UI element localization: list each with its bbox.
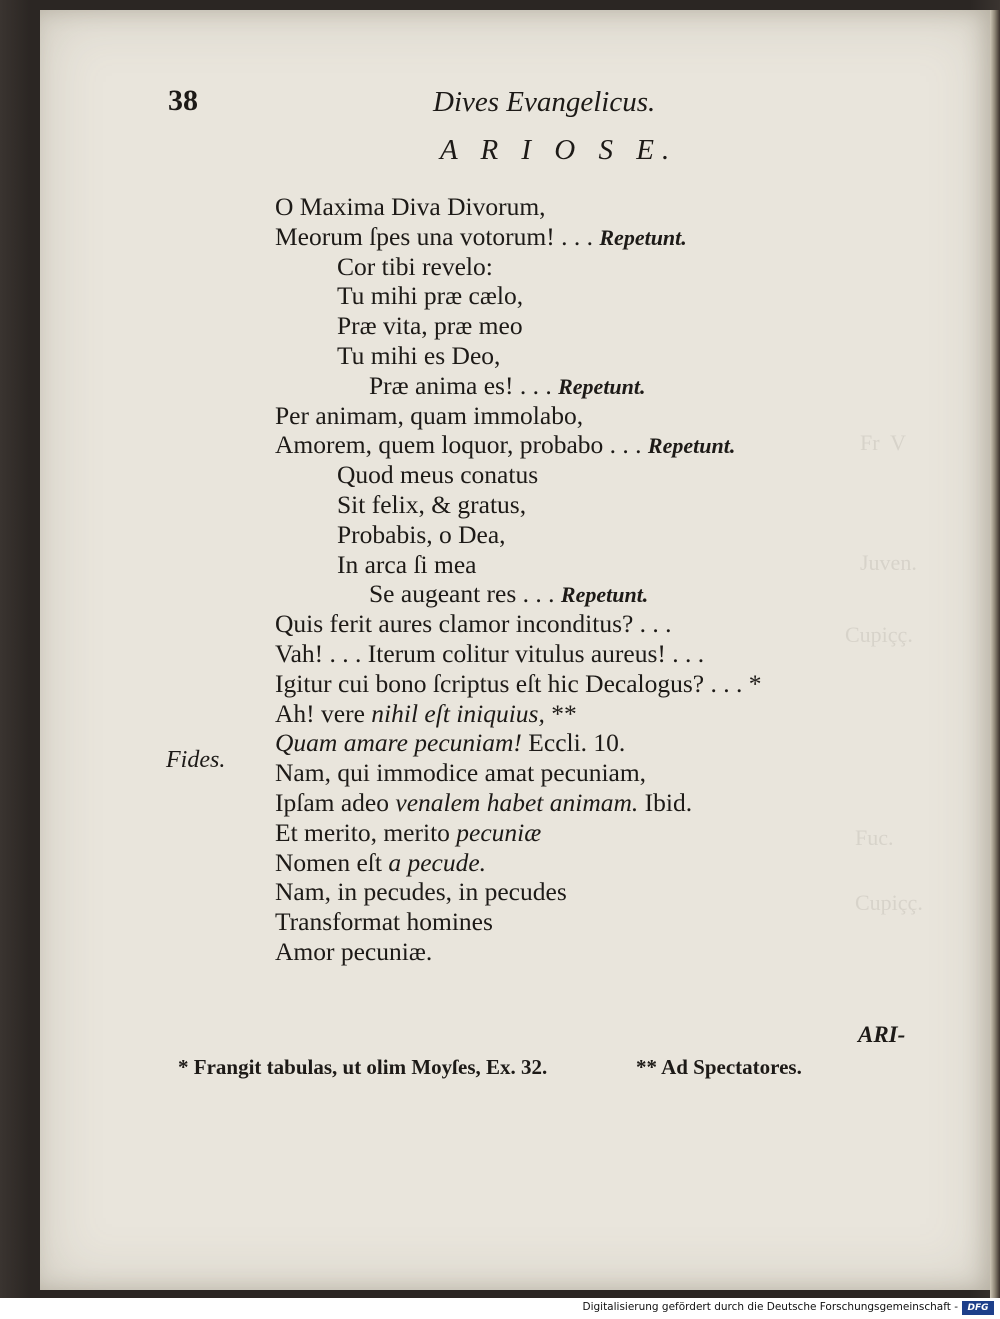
verse-text: Eccli. 10. [521, 728, 626, 758]
verse-text: Quis ferit aures clamor inconditus? . . . [275, 609, 672, 639]
verse-italic-text: a pecude. [388, 847, 487, 877]
verse-italic-text: venalem habet animam. [395, 788, 639, 817]
verse-text: O Maxima Diva Divorum, [275, 192, 546, 221]
verse-line [337, 252, 493, 282]
page-edge [990, 10, 1000, 1300]
footnote-1: * Frangit tabulas, ut olim Moyſes, Ex. 32. [178, 1055, 548, 1079]
verse-text: Tu mihi præ cælo, [337, 281, 524, 311]
page-number: 38 [168, 84, 198, 117]
verse-line [369, 371, 646, 402]
verse-line [369, 579, 648, 610]
verse-line [275, 609, 672, 639]
book-page: Fr V Juven. Cupiçç. Fuc. Cupiçç. [40, 10, 992, 1290]
verse-line [275, 430, 735, 461]
repetunt-mark: Repetunt. [558, 373, 646, 399]
verse-text: Ah! vere [275, 698, 372, 728]
repetunt-mark: Repetunt. [560, 582, 649, 608]
verse-text: Transformat homines [275, 907, 493, 937]
verse-text: Amorem, quem loquor, probabo . . . [275, 430, 648, 460]
verse-text: Et merito, merito [275, 817, 457, 847]
verse-line [337, 281, 523, 311]
verse-text: Præ vita, præ meo [337, 311, 523, 341]
verse-text: Sit felix, & gratus, [337, 490, 527, 519]
credit-text: Digitalisierung gefördert durch die Deutsche Forschungsgemeinschaft - [582, 1301, 958, 1313]
verse-line [275, 639, 704, 669]
dfg-logo-icon: DFG [962, 1301, 994, 1315]
verse-line [337, 520, 506, 550]
verse-line [337, 490, 526, 520]
verse-text: Nam, qui immodice amat pecuniam, [275, 758, 647, 788]
verse-text: ** [544, 698, 577, 728]
verse-text: Tu mihi es Deo, [337, 341, 501, 370]
verse-line [275, 401, 583, 431]
verse-line [275, 848, 486, 878]
verse-line [275, 937, 432, 967]
footnotes [178, 1055, 802, 1080]
footnote-2: ** Ad Spectatores. [636, 1055, 802, 1079]
verse-line [275, 192, 546, 222]
verse-text: Per animam, quam immolabo, [275, 400, 584, 430]
verse-text: Nomen eſt [275, 847, 389, 877]
repetunt-mark: Repetunt. [647, 433, 736, 459]
verse-line [275, 907, 493, 937]
repetunt-mark: Repetunt. [599, 224, 687, 250]
digitization-credit-bar [0, 1298, 1000, 1319]
verse-line [275, 699, 577, 729]
verse-line [275, 877, 567, 907]
verse-text: Meorum ſpes una votorum! . . . [275, 221, 600, 251]
section-heading: A R I O S E. [440, 134, 678, 166]
verse-line [337, 311, 523, 341]
verse-italic-text: Quam amare pecuniam! [275, 728, 522, 758]
verse-line [275, 728, 625, 758]
verse-italic-text: pecuniæ [456, 817, 542, 847]
verse-line [337, 341, 500, 371]
running-title: Dives Evangelicus. [433, 86, 656, 118]
verse-italic-text: nihil eſt iniquius, [371, 698, 545, 728]
catchword: ARI- [858, 1022, 906, 1047]
verse-line [337, 550, 476, 580]
verse-text: Amor pecuniæ. [275, 937, 433, 966]
verse-text: Probabis, o Dea, [337, 519, 506, 549]
verse-text: Nam, in pecudes, in pecudes [275, 877, 567, 907]
verse-text: Se augeant res . . . [369, 579, 561, 609]
verse-text: Vah! . . . Iterum colitur vitulus aureus! . . . [275, 639, 705, 668]
verse-text: Cor tibi revelo: [337, 251, 493, 281]
verse-line [337, 460, 538, 490]
verse-text: Quod meus conatus [337, 460, 539, 490]
verse-text: In arca ſi mea [337, 549, 477, 579]
verse-text: Præ anima es! . . . [369, 370, 559, 400]
verse-line [275, 788, 692, 818]
verse-line [275, 222, 687, 253]
speaker-label: Fides. [166, 747, 226, 773]
verse-line [275, 669, 762, 699]
verse-text: Ibid. [638, 788, 693, 817]
verse-line [275, 818, 541, 848]
verse-text: Ipſam adeo [275, 788, 396, 817]
verse-text: Igitur cui bono ſcriptus eſt hic Decalogus? . . . * [275, 668, 762, 698]
verse-line [275, 758, 646, 788]
